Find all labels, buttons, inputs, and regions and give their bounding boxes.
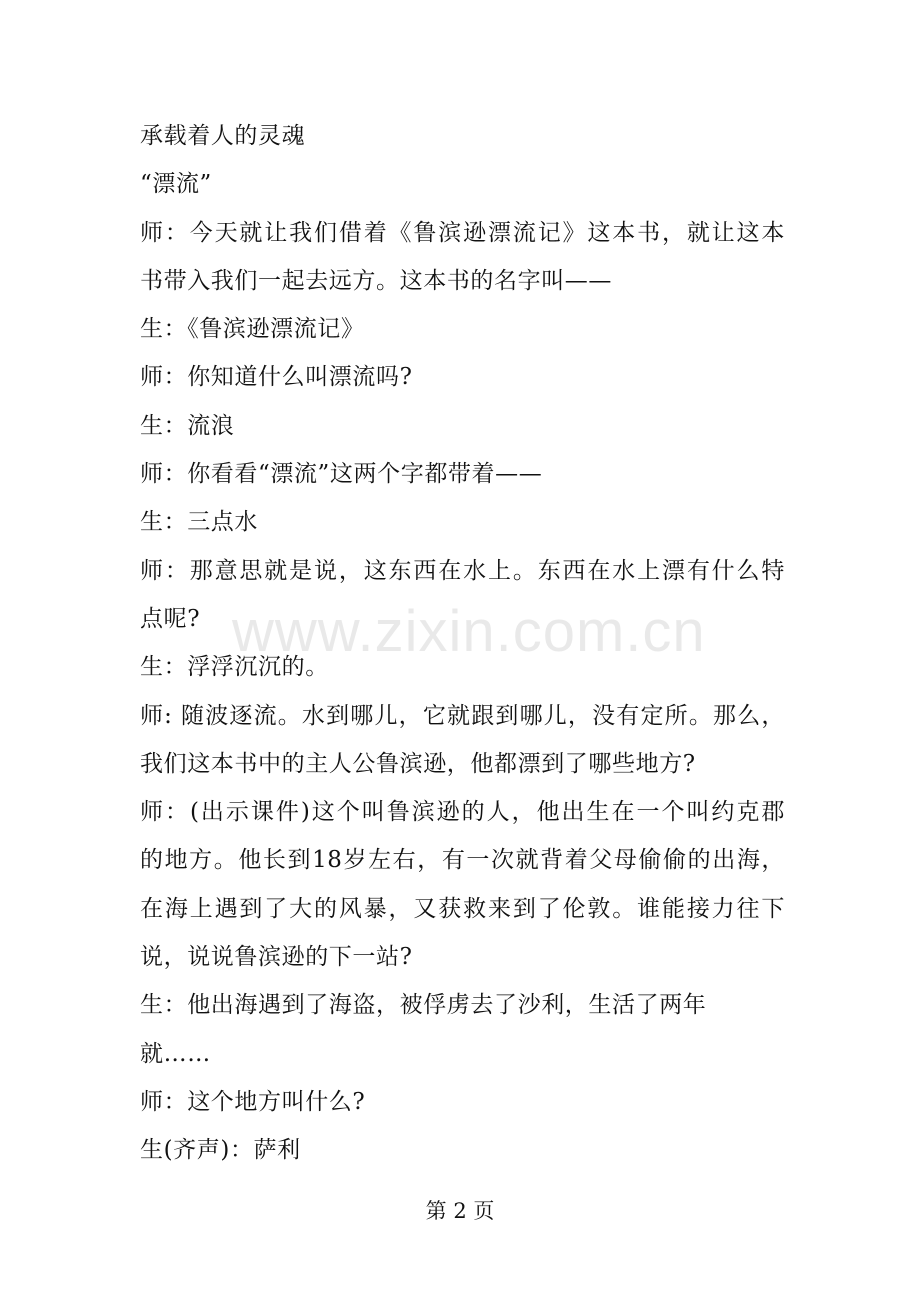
watermark: www.zixin.com.cn bbox=[232, 599, 706, 664]
text-line: 生：浮浮沉沉的。 bbox=[140, 654, 329, 681]
text-line: 生：流浪 bbox=[140, 412, 235, 439]
text-line: 承载着人的灵魂 bbox=[140, 123, 306, 149]
text-line: “漂流” bbox=[140, 171, 212, 198]
text-line: 生：他出海遇到了海盗，被俘虏去了沙利，生活了两年 bbox=[140, 992, 707, 1019]
text-line: 就…… bbox=[140, 1040, 211, 1067]
text-line: 师：(出示课件)这个叫鲁滨逊的人，他出生在一个叫约克郡 bbox=[140, 799, 785, 826]
text-line: 师：那意思就是说，这东西在水上。东西在水上漂有什么特 bbox=[140, 557, 785, 584]
text-line: 在海上遇到了大的风暴，又获救来到了伦敦。谁能接力往下 bbox=[140, 895, 785, 922]
text-line: 我们这本书中的主人公鲁滨逊，他都漂到了哪些地方? bbox=[140, 750, 696, 777]
text-line: 生(齐声)：萨利 bbox=[140, 1137, 301, 1164]
text-line: 的地方。他长到18岁左右，有一次就背着父母偷偷的出海， bbox=[140, 847, 785, 874]
text-line: 师: 随波逐流。水到哪儿，它就跟到哪儿，没有定所。那么， bbox=[140, 702, 785, 729]
text-line: 师：你知道什么叫漂流吗? bbox=[140, 364, 413, 391]
text-line: 师：这个地方叫什么? bbox=[140, 1088, 366, 1115]
text-line: 说，说说鲁滨逊的下一站? bbox=[140, 944, 413, 971]
text-line: 生：《鲁滨逊漂流记》 bbox=[140, 316, 365, 343]
text-line: 师：你看看“漂流”这两个字都带着—— bbox=[140, 461, 543, 488]
text-line: 点呢? bbox=[140, 605, 201, 632]
text-line: 书带入我们一起去远方。这本书的名字叫—— bbox=[140, 267, 612, 294]
page-number: 第 2 页 bbox=[425, 1199, 495, 1223]
text-line: 生：三点水 bbox=[140, 509, 258, 536]
text-line: 师：今天就让我们借着《鲁滨逊漂流记》这本书，就让这本 bbox=[140, 219, 785, 246]
